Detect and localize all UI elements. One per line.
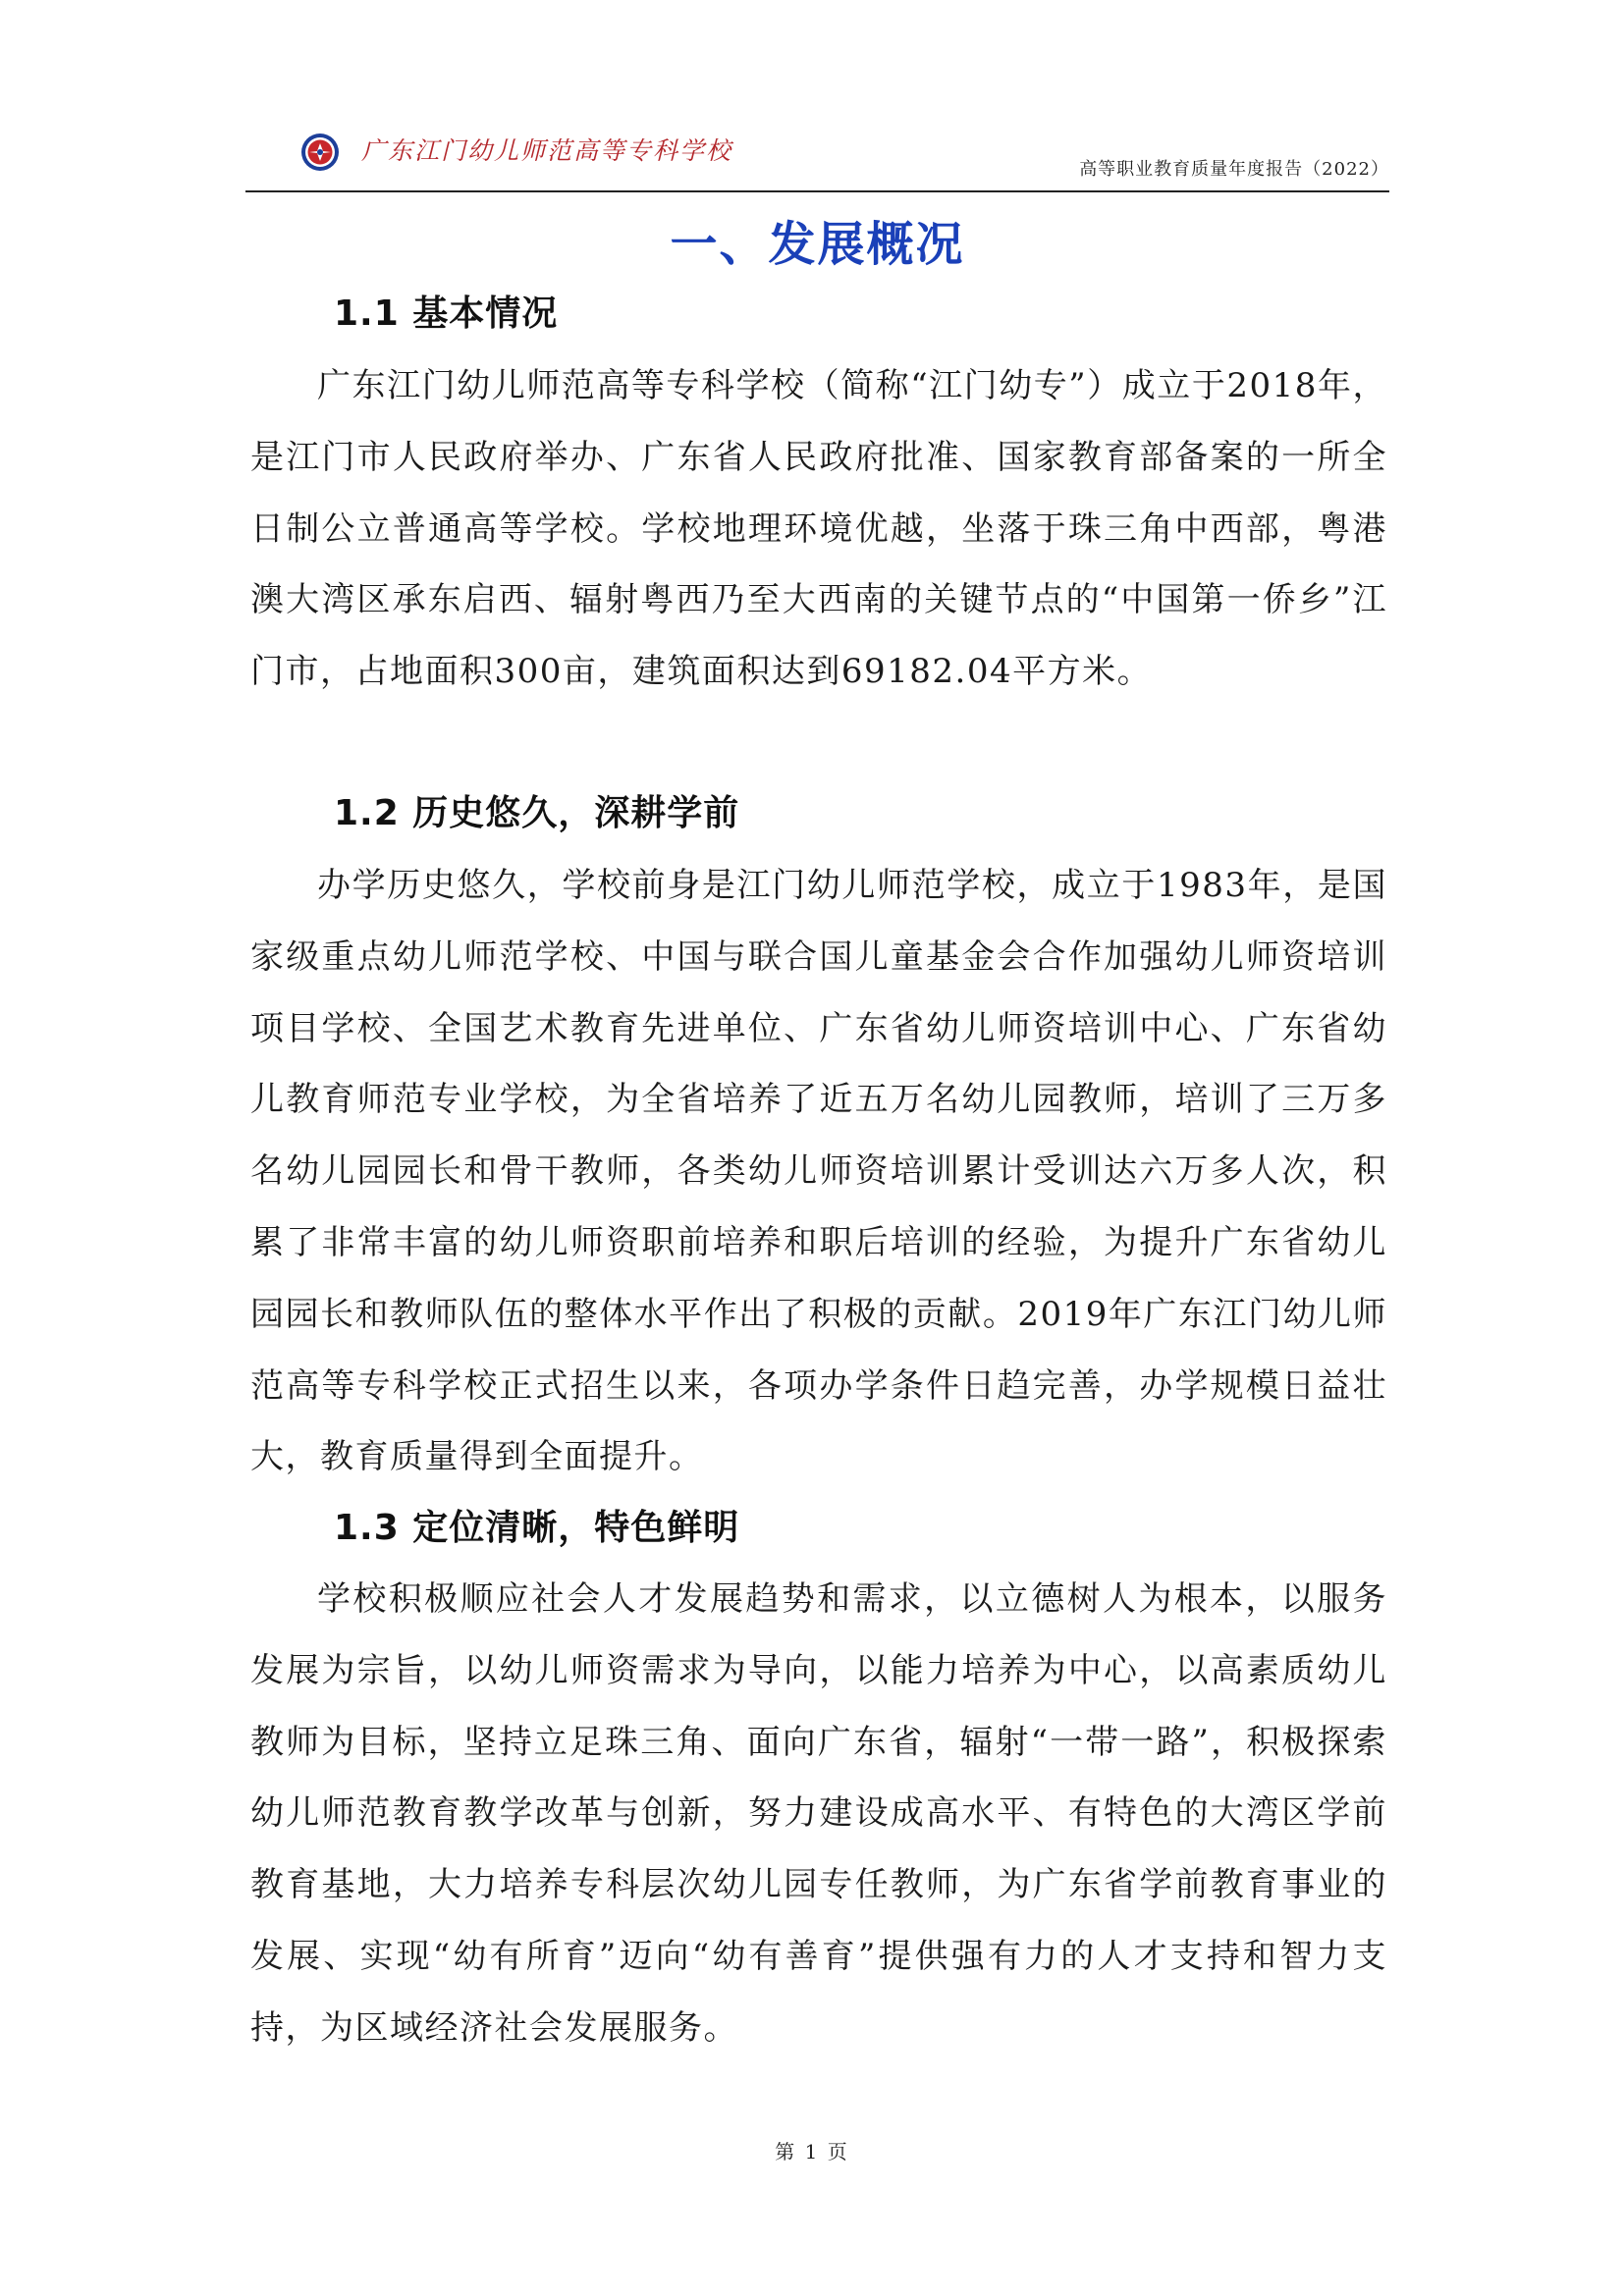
section-paragraph-1-2: 办学历史悠久，学校前身是江门幼儿师范学校，成立于1983年，是国家级重点幼儿师范学校、中国与联合国儿童基金会合作加强幼儿师资培训项目学校、全国艺术教育先进单位、广东省幼儿师资培训中心、广东省幼儿教育师范专业学校，为全省培养了近五万名幼儿园教师，培训了三万多名幼儿园园长和骨干教师，各类幼儿师资培训累计受训达六万多人次，积累了非常丰富的幼儿师资职前培养和职后培训的经验，为提升广东省幼儿园园长和教师队伍的整体水平作出了积极的贡献。2019年广东江门幼儿师范高等专科学校正式招生以来，各项办学条件日趋完善，办学规模日益壮大，教育质量得到全面提升。 (250, 866, 1387, 1477)
section-heading-1-2: 1.2 历史悠久，深耕学前 (334, 793, 740, 833)
section-heading-1-1: 1.1 基本情况 (334, 294, 559, 334)
page-number: 第 1 页 (775, 2140, 849, 2163)
section-paragraph-1-3: 学校积极顺应社会人才发展趋势和需求，以立德树人为根本，以服务发展为宗旨，以幼儿师资需求为导向，以能力培养为中心，以高素质幼儿教师为目标，坚持立足珠三角、面向广东省，辐射“一带一路”，积极探索幼儿师范教育教学改革与创新，努力建设成高水平、有特色的大湾区学前教育基地，大力培养专科层次幼儿园专任教师，为广东省学前教育事业的发展、实现“幼有所育”迈向“幼有善育”提供强有力的人才支持和智力支持，为区域经济社会发展服务。 (250, 1579, 1387, 2048)
page-header (245, 116, 1389, 192)
section-paragraph-1-1: 广东江门幼儿师范高等专科学校（简称“江门幼专”）成立于2018年，是江门市人民政府举办、广东省人民政府批准、国家教育部备案的一所全日制公立普通高等学校。学校地理环境优越，坐落于珠三角中西部，粤港澳大湾区承东启西、辐射粤西乃至大西南的关键节点的“中国第一侨乡”江门市，占地面积300亩，建筑面积达到69182.04平方米。 (250, 366, 1387, 692)
header-divider (245, 190, 1389, 192)
school-emblem-icon (300, 133, 340, 172)
school-name-logotype: 广东江门幼儿师范高等专科学校 (361, 136, 733, 165)
chapter-title: 一、发展概况 (670, 217, 965, 272)
report-title: 高等职业教育质量年度报告（2022） (1079, 159, 1389, 180)
section-heading-1-3: 1.3 定位清晰，特色鲜明 (334, 1508, 740, 1548)
